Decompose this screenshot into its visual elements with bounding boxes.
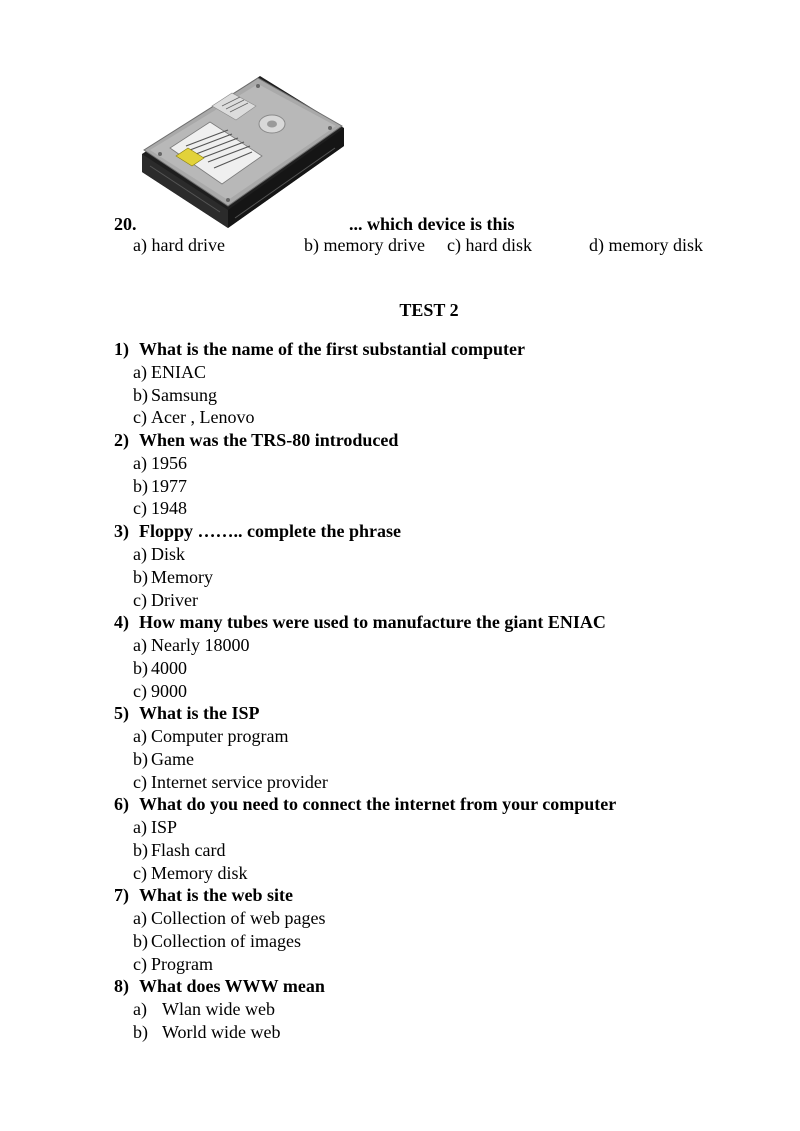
- answer-option: [114, 999, 774, 1022]
- question-text: What do you need to connect the internet from your computer: [139, 794, 617, 815]
- answer-option: [114, 863, 774, 886]
- option-letter: b): [133, 748, 148, 769]
- answer-option: [114, 908, 774, 931]
- option-text: 1948: [151, 498, 187, 519]
- question-number: 5): [114, 703, 129, 724]
- question-heading: [114, 976, 774, 999]
- option-text: Disk: [151, 544, 186, 565]
- answer-option: [114, 498, 774, 521]
- question-text: When was the TRS-80 introduced: [139, 430, 399, 451]
- question-2: [114, 430, 774, 521]
- question-heading: [114, 612, 774, 635]
- answer-option: [114, 954, 774, 977]
- answer-option: [114, 772, 774, 795]
- option-text: Game: [151, 748, 194, 769]
- option-letter: c): [133, 862, 147, 883]
- question-8: [114, 976, 774, 1044]
- option-text: Flash card: [151, 840, 226, 860]
- answer-option: [114, 931, 774, 954]
- question-list: [114, 339, 774, 1045]
- option-letter: c): [133, 680, 147, 701]
- option-letter: b): [133, 1022, 148, 1043]
- option-text: ENIAC: [151, 362, 206, 382]
- option-text: 1956: [151, 453, 187, 474]
- question-heading: [114, 521, 774, 544]
- answer-option: [114, 635, 774, 658]
- question-4: [114, 612, 774, 703]
- option-text: Collection of images: [151, 931, 301, 952]
- question-1: [114, 339, 774, 430]
- option-letter: a): [133, 235, 147, 255]
- option-letter: b): [133, 566, 148, 587]
- option-text: Collection of web pages: [151, 908, 326, 929]
- answer-option: [114, 362, 774, 385]
- question-number: 3): [114, 521, 129, 542]
- option-letter: c): [133, 953, 147, 974]
- option-text: 4000: [151, 657, 187, 678]
- option-text: hard disk: [465, 235, 532, 255]
- answer-option: [114, 749, 774, 772]
- option-text: Internet service provider: [151, 771, 328, 792]
- hard-drive-image: [140, 76, 346, 232]
- answer-option: [114, 567, 774, 590]
- question-6: [114, 794, 774, 885]
- option-letter: b): [133, 384, 148, 405]
- question-heading: [114, 794, 774, 817]
- answer-option: [114, 385, 774, 408]
- option-text: World wide web: [162, 1022, 281, 1043]
- option-letter: a): [133, 544, 147, 565]
- question-heading: [114, 339, 774, 362]
- question-20-option-b: [304, 236, 425, 254]
- question-number: 2): [114, 430, 129, 451]
- question-text: What does WWW mean: [139, 976, 325, 997]
- answer-option: [114, 726, 774, 749]
- question-3: [114, 521, 774, 612]
- answer-option: [114, 817, 774, 840]
- answer-option: [114, 658, 774, 681]
- question-7: [114, 885, 774, 976]
- option-text: Driver: [151, 589, 198, 610]
- option-letter: b): [133, 657, 148, 678]
- question-text: What is the web site: [139, 885, 293, 906]
- option-text: hard drive: [151, 235, 225, 255]
- answer-option: [114, 681, 774, 704]
- question-20-number: 20.: [114, 214, 137, 234]
- option-letter: b): [133, 475, 148, 496]
- option-letter: a): [133, 635, 147, 656]
- option-letter: d): [589, 235, 604, 255]
- option-text: Samsung: [151, 384, 218, 405]
- answer-option: [114, 840, 774, 863]
- option-text: memory drive: [323, 235, 425, 255]
- question-number: 7): [114, 885, 129, 906]
- option-text: memory disk: [608, 235, 703, 255]
- option-text: Nearly 18000: [151, 635, 250, 656]
- question-text: What is the ISP: [139, 703, 260, 724]
- option-text: ISP: [151, 817, 178, 838]
- option-letter: c): [133, 589, 147, 610]
- option-letter: b): [304, 235, 319, 255]
- question-20-option-d: [589, 236, 703, 254]
- question-text: What is the name of the first substantial computer: [139, 339, 525, 359]
- question-number: 6): [114, 794, 129, 815]
- option-letter: a): [133, 999, 147, 1020]
- option-letter: b): [133, 840, 148, 860]
- option-letter: a): [133, 453, 147, 474]
- question-text: Floppy …….. complete the phrase: [139, 521, 401, 542]
- question-text: How many tubes were used to manufacture the giant ENIAC: [139, 612, 606, 633]
- option-text: 9000: [151, 680, 187, 701]
- question-number: 1): [114, 339, 129, 359]
- question-heading: [114, 885, 774, 908]
- option-letter: a): [133, 362, 147, 382]
- option-text: Memory disk: [151, 862, 248, 883]
- answer-option: [114, 407, 774, 430]
- option-text: Memory: [151, 566, 213, 587]
- question-number: 8): [114, 976, 129, 997]
- answer-option: [114, 590, 774, 613]
- answer-option: [114, 544, 774, 567]
- question-20-option-c: [447, 236, 532, 254]
- option-text: Program: [151, 953, 213, 974]
- option-letter: c): [133, 498, 147, 519]
- test-title: TEST 2: [399, 300, 459, 320]
- option-text: Computer program: [151, 726, 289, 747]
- option-text: Wlan wide web: [162, 999, 275, 1020]
- answer-option: [114, 476, 774, 499]
- question-heading: [114, 430, 774, 453]
- answer-option: [114, 1022, 774, 1045]
- answer-option: [114, 453, 774, 476]
- option-letter: c): [133, 771, 147, 792]
- option-letter: a): [133, 726, 147, 747]
- question-number: 4): [114, 612, 129, 633]
- option-letter: b): [133, 931, 148, 952]
- question-heading: [114, 703, 774, 726]
- option-text: 1977: [151, 475, 187, 496]
- question-5: [114, 703, 774, 794]
- option-text: Acer , Lenovo: [151, 407, 255, 428]
- option-letter: a): [133, 908, 147, 929]
- option-letter: c): [133, 407, 147, 428]
- option-letter: a): [133, 817, 147, 838]
- question-20-text: ... which device is this: [349, 214, 515, 234]
- option-letter: c): [447, 235, 461, 255]
- question-20-option-a: [133, 236, 225, 254]
